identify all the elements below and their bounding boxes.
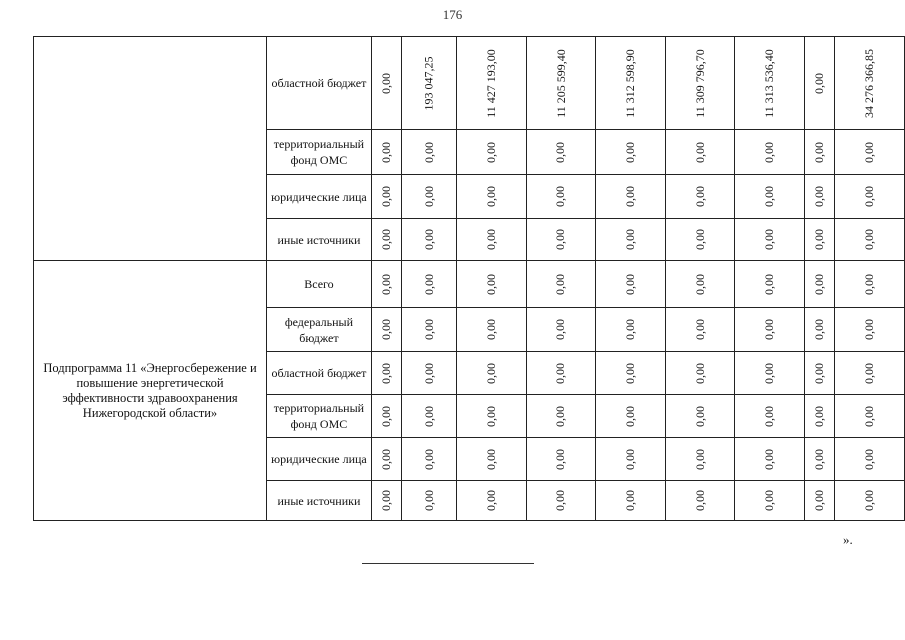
program-name-cell: Подпрограмма 11 «Энергосбережение и повышение энергетической эффективности здравоохранения Нижегородской области» (34, 261, 267, 521)
amount-cell (804, 219, 834, 261)
amount-value: 0,00 (421, 490, 436, 511)
amount-value: 0,00 (811, 319, 826, 340)
amount-value: 0,00 (692, 273, 707, 295)
amount-cell (526, 438, 596, 481)
amount-cell (596, 308, 666, 352)
amount-cell (735, 261, 805, 308)
amount-cell (526, 395, 596, 438)
table-row (34, 37, 905, 130)
amount-cell (665, 130, 735, 175)
amount-cell (665, 261, 735, 308)
amount-value: 11 205 599,40 (553, 48, 568, 118)
amount-value: 0,00 (421, 273, 436, 295)
amount-cell (526, 481, 596, 521)
amount-cell (371, 130, 401, 175)
funding-source-cell: областной бюджет (267, 37, 372, 130)
amount-cell (402, 261, 457, 308)
divider-line (362, 563, 534, 564)
funding-source-cell: территориальный фонд ОМС (267, 395, 372, 438)
amount-value: 0,00 (811, 490, 826, 511)
amount-value: 0,00 (378, 319, 393, 340)
amount-value: 0,00 (483, 319, 498, 340)
amount-cell (804, 37, 834, 130)
amount-cell (402, 438, 457, 481)
amount-cell (735, 438, 805, 481)
amount-value: 0,00 (811, 186, 826, 207)
budget-table (33, 36, 905, 521)
amount-value: 0,00 (378, 448, 393, 470)
amount-value: 11 312 598,90 (622, 48, 637, 118)
amount-cell (735, 352, 805, 395)
amount-cell (735, 175, 805, 219)
amount-cell (457, 308, 527, 352)
amount-value: 0,00 (421, 405, 436, 427)
amount-cell (834, 130, 904, 175)
amount-value: 0,00 (811, 405, 826, 427)
amount-cell (665, 175, 735, 219)
amount-value: 0,00 (622, 448, 637, 470)
amount-cell (371, 352, 401, 395)
amount-cell (526, 261, 596, 308)
amount-cell (402, 352, 457, 395)
amount-cell (457, 438, 527, 481)
amount-cell (834, 438, 904, 481)
amount-value: 0,00 (553, 186, 568, 207)
amount-cell (665, 438, 735, 481)
amount-value: 0,00 (421, 319, 436, 340)
amount-value: 0,00 (622, 362, 637, 384)
funding-source-cell: иные источники (267, 481, 372, 521)
amount-cell (371, 438, 401, 481)
budget-table-body (34, 37, 905, 521)
amount-cell (665, 481, 735, 521)
amount-value: 34 276 366,85 (861, 48, 876, 118)
amount-value: 0,00 (622, 273, 637, 295)
amount-cell (735, 130, 805, 175)
amount-value: 0,00 (692, 490, 707, 511)
amount-value: 0,00 (553, 490, 568, 511)
amount-value: 0,00 (762, 405, 777, 427)
amount-cell (834, 37, 904, 130)
funding-source-cell: Всего (267, 261, 372, 308)
amount-value: 0,00 (421, 362, 436, 384)
amount-value: 0,00 (421, 229, 436, 250)
amount-value: 0,00 (553, 448, 568, 470)
amount-value: 0,00 (483, 362, 498, 384)
amount-value: 0,00 (622, 490, 637, 511)
amount-value: 0,00 (378, 490, 393, 511)
amount-cell (526, 130, 596, 175)
amount-value: 0,00 (861, 186, 876, 207)
amount-value: 0,00 (861, 362, 876, 384)
amount-cell (402, 130, 457, 175)
amount-cell (457, 37, 527, 130)
amount-value: 0,00 (762, 229, 777, 250)
amount-cell (457, 352, 527, 395)
amount-value: 0,00 (483, 273, 498, 295)
amount-cell (665, 37, 735, 130)
amount-value: 0,00 (762, 448, 777, 470)
amount-value: 0,00 (811, 72, 826, 94)
amount-cell (735, 481, 805, 521)
amount-value: 193 047,25 (421, 56, 436, 110)
amount-value: 0,00 (421, 448, 436, 470)
amount-value: 0,00 (378, 273, 393, 295)
amount-cell (596, 175, 666, 219)
amount-cell (804, 175, 834, 219)
funding-source-cell: иные источники (267, 219, 372, 261)
amount-value: 0,00 (553, 229, 568, 250)
amount-cell (457, 175, 527, 219)
amount-cell (526, 37, 596, 130)
amount-cell (371, 175, 401, 219)
amount-cell (834, 481, 904, 521)
amount-value: 0,00 (553, 273, 568, 295)
amount-value: 0,00 (622, 405, 637, 427)
amount-value: 0,00 (861, 490, 876, 511)
amount-value: 0,00 (483, 186, 498, 207)
amount-value: 0,00 (622, 186, 637, 207)
amount-cell (526, 308, 596, 352)
amount-cell (665, 308, 735, 352)
amount-cell (402, 308, 457, 352)
closing-quote: ». (843, 532, 853, 547)
funding-source-cell: областной бюджет (267, 352, 372, 395)
amount-cell (402, 395, 457, 438)
amount-cell (371, 481, 401, 521)
amount-cell (402, 175, 457, 219)
amount-cell (457, 481, 527, 521)
program-name-cell (34, 37, 267, 261)
amount-cell (834, 175, 904, 219)
amount-value: 0,00 (378, 362, 393, 384)
amount-value: 0,00 (483, 405, 498, 427)
amount-value: 0,00 (692, 362, 707, 384)
funding-source-cell: федеральный бюджет (267, 308, 372, 352)
amount-value: 0,00 (762, 141, 777, 163)
amount-cell (371, 395, 401, 438)
amount-cell (371, 37, 401, 130)
amount-value: 0,00 (622, 141, 637, 163)
amount-value: 0,00 (811, 362, 826, 384)
amount-value: 0,00 (762, 319, 777, 340)
amount-cell (735, 37, 805, 130)
amount-cell (834, 219, 904, 261)
amount-cell (735, 308, 805, 352)
amount-cell (804, 352, 834, 395)
amount-cell (596, 261, 666, 308)
amount-value: 0,00 (861, 141, 876, 163)
amount-cell (526, 175, 596, 219)
amount-value: 0,00 (692, 319, 707, 340)
amount-value: 0,00 (762, 490, 777, 511)
amount-cell (596, 37, 666, 130)
amount-cell (804, 438, 834, 481)
funding-source-cell: юридические лица (267, 438, 372, 481)
amount-cell (804, 308, 834, 352)
amount-value: 0,00 (811, 273, 826, 295)
amount-cell (834, 261, 904, 308)
table-row (34, 261, 905, 308)
amount-cell (402, 481, 457, 521)
amount-cell (834, 308, 904, 352)
amount-value: 11 313 536,40 (762, 48, 777, 118)
amount-cell (457, 261, 527, 308)
page-number: 176 (442, 7, 463, 22)
amount-cell (596, 130, 666, 175)
amount-value: 0,00 (692, 229, 707, 250)
amount-value: 0,00 (378, 229, 393, 250)
amount-cell (596, 352, 666, 395)
amount-cell (804, 130, 834, 175)
amount-value: 0,00 (861, 319, 876, 340)
amount-value: 0,00 (483, 448, 498, 470)
amount-value: 0,00 (483, 490, 498, 511)
amount-value: 0,00 (811, 141, 826, 163)
amount-value: 0,00 (421, 141, 436, 163)
amount-cell (457, 219, 527, 261)
amount-value: 0,00 (378, 186, 393, 207)
amount-cell (371, 308, 401, 352)
amount-cell (402, 37, 457, 130)
amount-value: 0,00 (692, 405, 707, 427)
amount-cell (596, 395, 666, 438)
amount-value: 0,00 (553, 405, 568, 427)
amount-cell (735, 219, 805, 261)
amount-cell (735, 395, 805, 438)
amount-value: 0,00 (483, 229, 498, 250)
amount-cell (834, 395, 904, 438)
amount-value: 0,00 (692, 448, 707, 470)
amount-value: 0,00 (811, 229, 826, 250)
amount-value: 0,00 (762, 362, 777, 384)
amount-cell (665, 395, 735, 438)
amount-value: 0,00 (861, 405, 876, 427)
amount-cell (596, 481, 666, 521)
amount-cell (804, 261, 834, 308)
amount-value: 0,00 (553, 362, 568, 384)
amount-value: 0,00 (378, 405, 393, 427)
amount-cell (665, 352, 735, 395)
amount-cell (804, 395, 834, 438)
amount-cell (804, 481, 834, 521)
amount-value: 0,00 (622, 229, 637, 250)
amount-value: 11 309 796,70 (692, 48, 707, 118)
amount-cell (457, 130, 527, 175)
amount-cell (457, 395, 527, 438)
amount-value: 0,00 (378, 141, 393, 163)
amount-cell (596, 219, 666, 261)
amount-value: 0,00 (762, 273, 777, 295)
amount-value: 0,00 (762, 186, 777, 207)
amount-cell (834, 352, 904, 395)
amount-value: 0,00 (421, 186, 436, 207)
amount-value: 0,00 (861, 448, 876, 470)
amount-cell (402, 219, 457, 261)
amount-value: 0,00 (861, 229, 876, 250)
amount-value: 0,00 (622, 319, 637, 340)
amount-value: 0,00 (483, 141, 498, 163)
amount-cell (596, 438, 666, 481)
amount-value: 0,00 (692, 186, 707, 207)
amount-value: 0,00 (553, 141, 568, 163)
amount-cell (371, 219, 401, 261)
amount-value: 0,00 (861, 273, 876, 295)
amount-cell (371, 261, 401, 308)
amount-value: 0,00 (811, 448, 826, 470)
amount-value: 0,00 (692, 141, 707, 163)
funding-source-cell: юридические лица (267, 175, 372, 219)
amount-value: 0,00 (378, 72, 393, 94)
amount-cell (526, 352, 596, 395)
amount-value: 0,00 (553, 319, 568, 340)
funding-source-cell: территориальный фонд ОМС (267, 130, 372, 175)
amount-value: 11 427 193,00 (483, 48, 498, 118)
amount-cell (665, 219, 735, 261)
amount-cell (526, 219, 596, 261)
